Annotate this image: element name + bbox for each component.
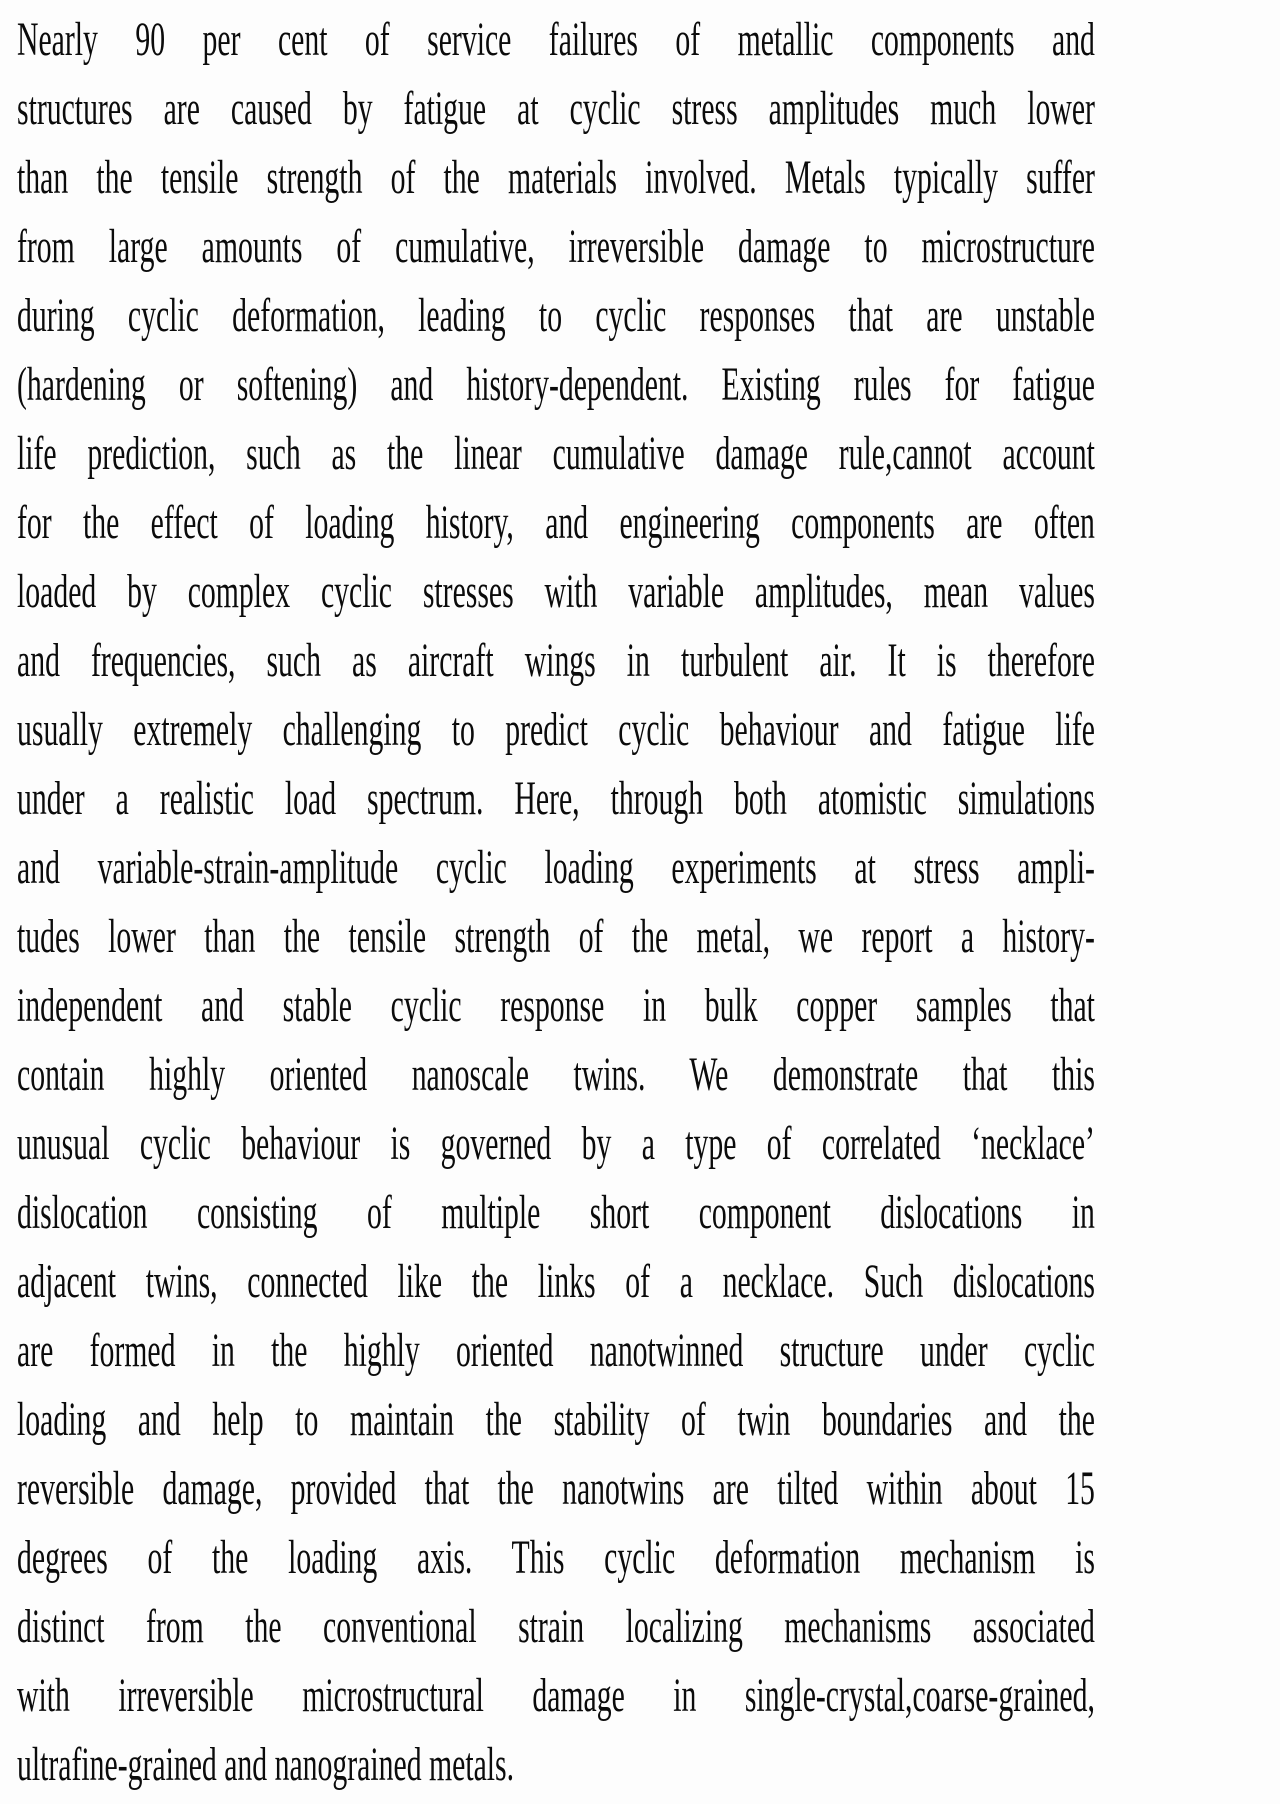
text-line-23: degrees of the loading axis. This cyclic deformation mechanism is	[17, 1531, 1095, 1584]
text-line-18: dislocation consisting of multiple short component dislocations in	[17, 1186, 1095, 1239]
text-line-22: reversible damage, provided that the nanotwins are tilted within about 15	[17, 1462, 1095, 1515]
text-line-26: ultrafine-grained and nanograined metals.	[17, 1738, 515, 1791]
text-line-16: contain highly oriented nanoscale twins. We demonstrate that this	[17, 1048, 1095, 1101]
text-line-10: and frequencies, such as aircraft wings in turbulent air. It is therefore	[17, 634, 1095, 687]
text-line-9: loaded by complex cyclic stresses with variable amplitudes, mean values	[17, 565, 1095, 618]
text-line-12: under a realistic load spectrum. Here, through both atomistic simulations	[17, 772, 1095, 825]
text-line-6: (hardening or softening) and history-dependent. Existing rules for fatigue	[17, 358, 1095, 411]
text-line-7: life prediction, such as the linear cumulative damage rule,cannot account	[17, 427, 1095, 480]
text-line-8: for the effect of loading history, and engineering components are often	[17, 496, 1095, 549]
text-line-20: are formed in the highly oriented nanotwinned structure under cyclic	[17, 1324, 1095, 1377]
text-line-1: Nearly 90 per cent of service failures of metallic components and	[17, 13, 1095, 66]
text-line-5: during cyclic deformation, leading to cyclic responses that are unstable	[17, 289, 1095, 342]
abstract-paragraph	[17, 5, 1095, 1799]
text-line-24: distinct from the conventional strain localizing mechanisms associated	[17, 1600, 1095, 1653]
text-line-15: independent and stable cyclic response in bulk copper samples that	[17, 979, 1095, 1032]
text-line-25: with irreversible microstructural damage in single-crystal,coarse-grained,	[17, 1669, 1095, 1722]
text-line-3: than the tensile strength of the materials involved. Metals typically suffer	[17, 151, 1095, 204]
text-line-2: structures are caused by fatigue at cyclic stress amplitudes much lower	[17, 82, 1095, 135]
text-line-4: from large amounts of cumulative, irreversible damage to microstructure	[17, 220, 1095, 273]
text-line-21: loading and help to maintain the stability of twin boundaries and the	[17, 1393, 1095, 1446]
text-line-11: usually extremely challenging to predict cyclic behaviour and fatigue life	[17, 703, 1095, 756]
text-line-19: adjacent twins, connected like the links of a necklace. Such dislocations	[17, 1255, 1095, 1308]
text-line-13: and variable-strain-amplitude cyclic loading experiments at stress ampli-	[17, 841, 1095, 894]
text-line-17: unusual cyclic behaviour is governed by a type of correlated ‘necklace’	[17, 1117, 1095, 1170]
text-line-14: tudes lower than the tensile strength of the metal, we report a history-	[17, 910, 1095, 963]
